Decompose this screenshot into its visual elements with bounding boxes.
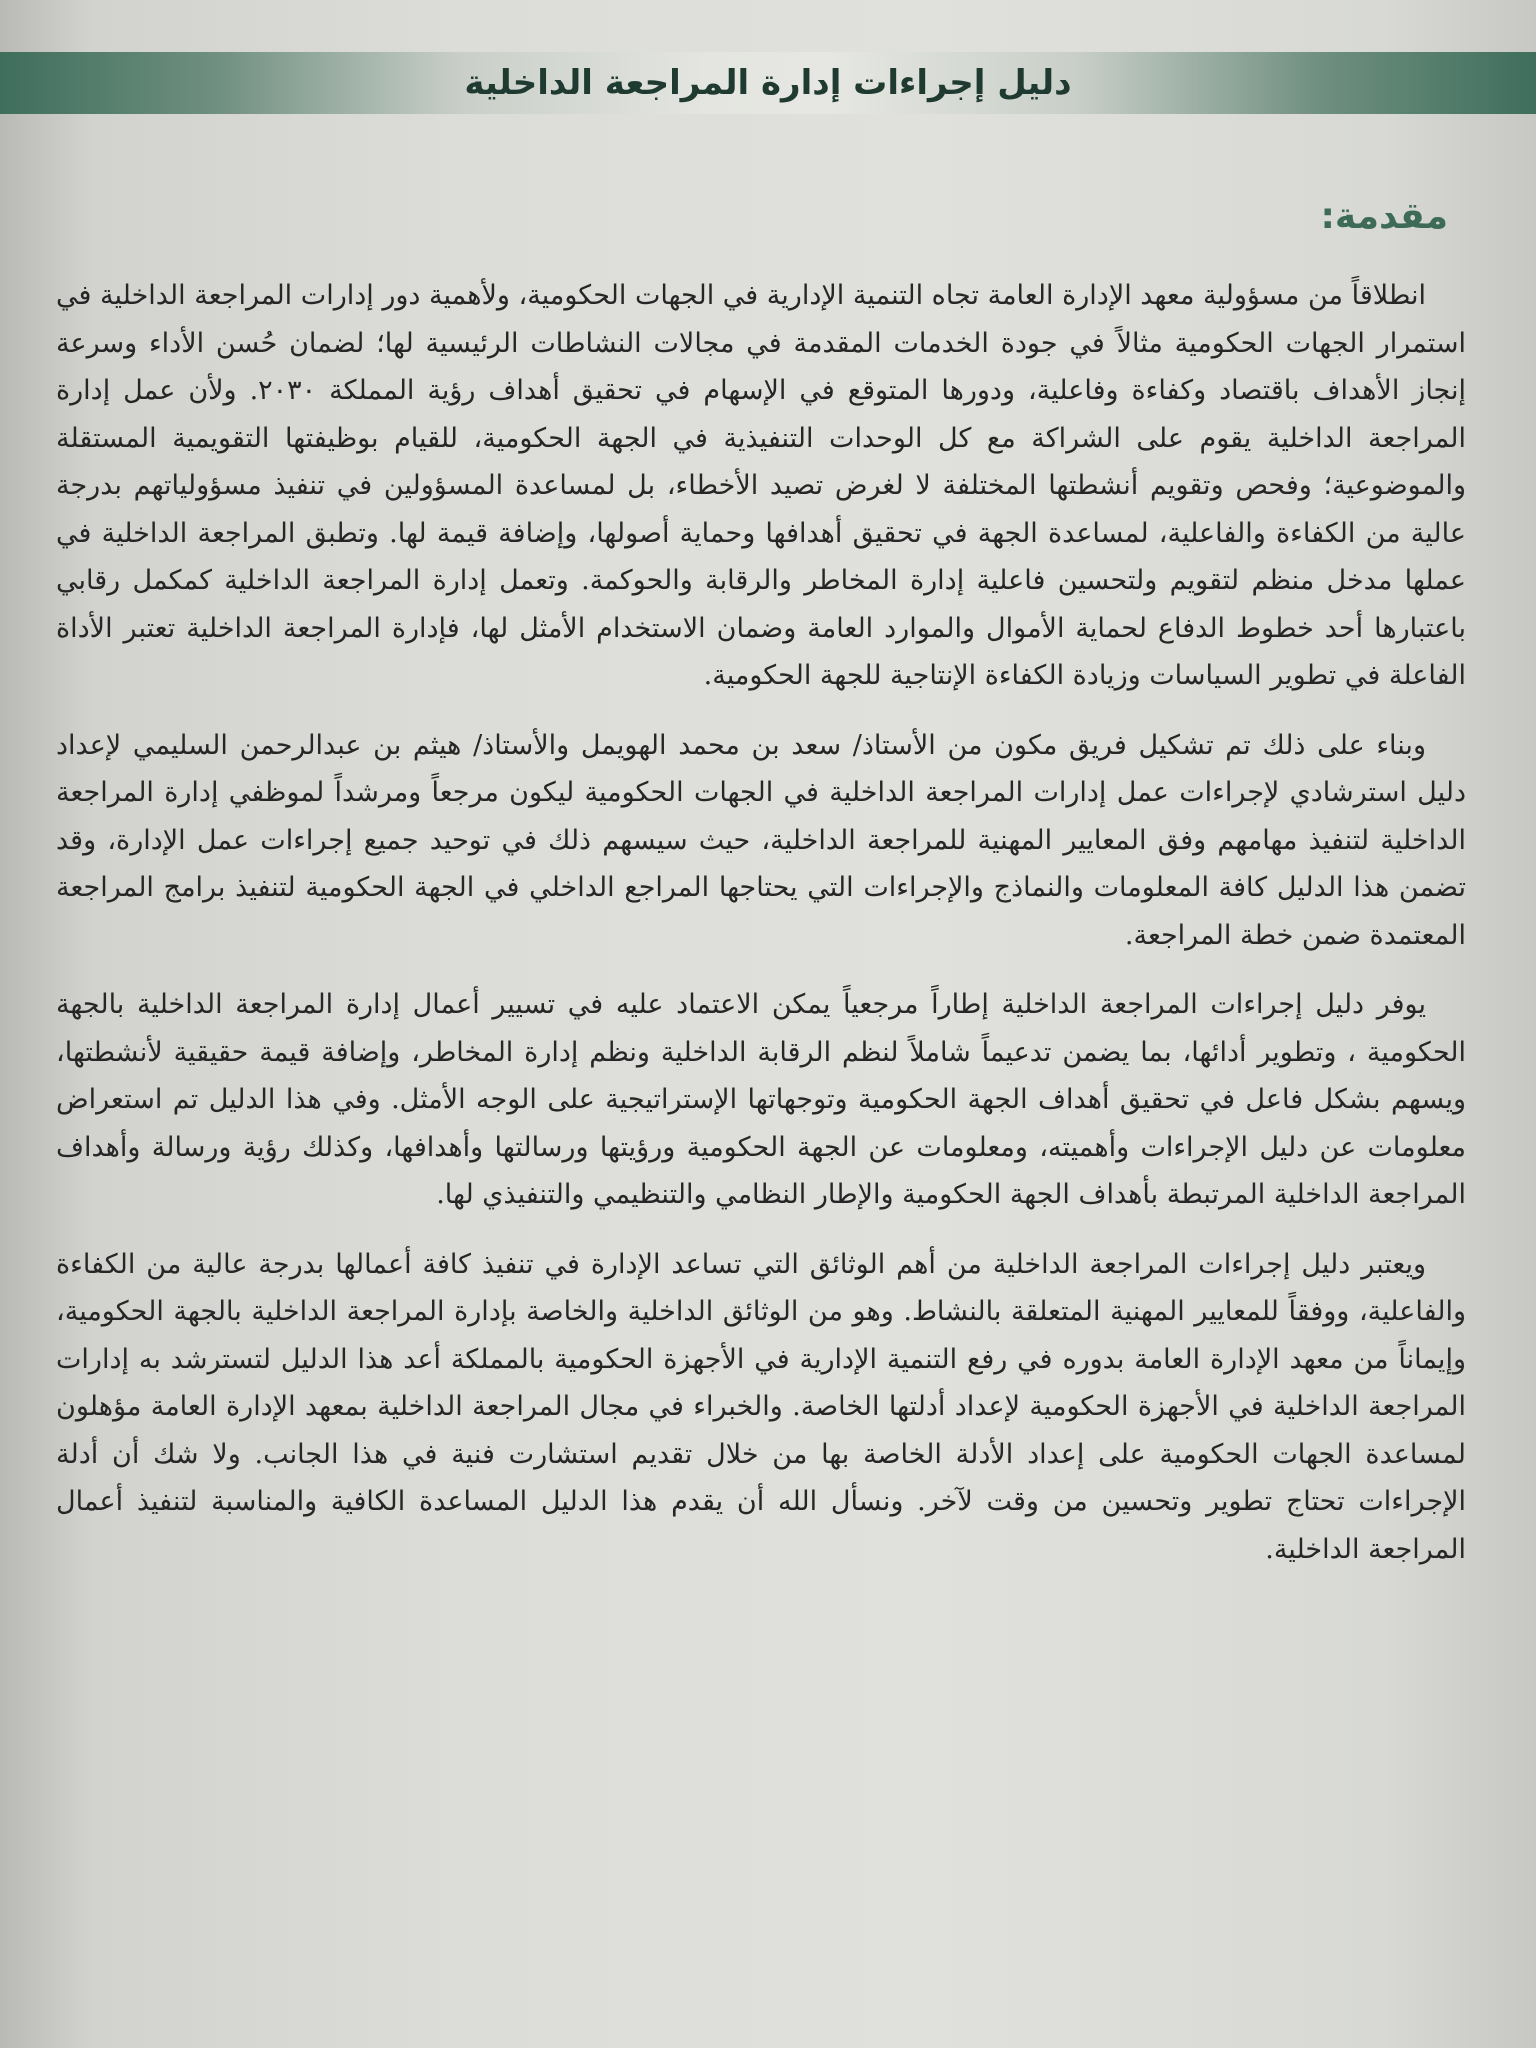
- section-heading: مقدمة:: [1320, 196, 1448, 237]
- paragraph-team: وبناء على ذلك تم تشكيل فريق مكون من الأستاذ/ سعد بن محمد الهويمل والأستاذ/ هيثم بن عبدالرحمن السليمي لإعداد دليل استرشادي لإجراءات عمل إدارات المراجعة الداخلية في الجهات الحكومية ليكون مرجعاً ومرشداً لموظفي إدارة المراجعة الداخلية لتنفيذ مهامهم وفق المعايير المهنية للمراجعة الداخلية، حيث سيسهم ذلك في توحيد جميع إجراءات عمل الإدارة، وقد تضمن هذا الدليل كافة المعلومات والنماذج والإجراءات التي يحتاجها المراجع الداخلي في الجهة الحكومية لتنفيذ برامج المراجعة المعتمدة ضمن خطة المراجعة.: [56, 729, 1466, 951]
- paragraph-importance: ويعتبر دليل إجراءات المراجعة الداخلية من أهم الوثائق التي تساعد الإدارة في تنفيذ كافة أعمالها بدرجة عالية من الكفاءة والفاعلية، ووفقاً للمعايير المهنية المتعلقة بالنشاط. وهو من الوثائق الداخلية والخاصة بإدارة المراجعة الداخلية بالجهة الحكومية، وإيماناً من معهد الإدارة العامة بدوره في رفع التنمية الإدارية في الأجهزة الحكومية بالمملكة أعد هذا الدليل لتسترشد به إدارات المراجعة الداخلية في الأجهزة الحكومية لإعداد أدلتها الخاصة. والخبراء في مجال المراجعة الداخلية بمعهد الإدارة العامة مؤهلون لمساعدة الجهات الحكومية على إعداد الأدلة الخاصة بها من خلال تقديم استشارت فنية في هذا الجانب. ولا شك أن أدلة الإجراءات تحتاج تطوير وتحسين من وقت لآخر. ونسأل الله أن يقدم هذا الدليل المساعدة الكافية والمناسبة لتنفيذ أعمال المراجعة الداخلية.: [56, 1248, 1466, 1565]
- paragraph-intro: انطلاقاً من مسؤولية معهد الإدارة العامة تجاه التنمية الإدارية في الجهات الحكومية، ولأهمية دور إدارات المراجعة الداخلية في استمرار الجهات الحكومية مثالاً في جودة الخدمات المقدمة في مجالات النشاطات الرئيسية لها؛ لضمان حُسن الأداء وسرعة إنجاز الأهداف باقتصاد وكفاءة وفاعلية، ودورها المتوقع في الإسهام في تحقيق أهداف رؤية المملكة ٢٠٣٠. ولأن عمل إدارة المراجعة الداخلية يقوم على الشراكة مع كل الوحدات التنفيذية في الجهة الحكومية، للقيام بوظيفتها التقويمية المستقلة والموضوعية؛ وفحص وتقويم أنشطتها المختلفة لا لغرض تصيد الأخطاء، بل لمساعدة المسؤولين في تنفيذ مسؤولياتهم بدرجة عالية من الكفاءة والفاعلية، لمساعدة الجهة في تحقيق أهدافها وحماية أصولها، وإضافة قيمة لها. وتطبق المراجعة الداخلية في عملها مدخل منظم لتقويم ولتحسين فاعلية إدارة المخاطر والرقابة والحوكمة. وتعمل إدارة المراجعة الداخلية كمكمل رقابي باعتبارها أحد خطوط الدفاع لحماية الأموال والموارد العامة وضمان الاستخدام الأمثل لها، فإدارة المراجعة الداخلية تعتبر الأداة الفاعلة في تطوير السياسات وزيادة الكفاءة الإنتاجية للجهة الحكومية.: [56, 280, 1466, 691]
- page-header-title: دليل إجراءات إدارة المراجعة الداخلية: [464, 63, 1072, 103]
- body-text: [56, 272, 1466, 1595]
- paragraph-framework: يوفر دليل إجراءات المراجعة الداخلية إطاراً مرجعياً يمكن الاعتماد عليه في تسيير أعمال إدارة المراجعة الداخلية بالجهة الحكومية ، وتطوير أدائها، بما يضمن تدعيماً شاملاً لنظم الرقابة الداخلية ونظم إدارة المخاطر، وإضافة قيمة حقيقية لأنشطتها، ويسهم بشكل فاعل في تحقيق أهداف الجهة الحكومية وتوجهاتها الإستراتيجية على الوجه الأمثل. وفي هذا الدليل تم استعراض معلومات عن دليل الإجراءات وأهميته، ومعلومات عن الجهة الحكومية ورؤيتها ورسالتها وأهدافها، وكذلك رؤية ورسالة وأهداف المراجعة الداخلية المرتبطة بأهداف الجهة الحكومية والإطار النظامي والتنظيمي والتنفيذي لها.: [56, 989, 1466, 1210]
